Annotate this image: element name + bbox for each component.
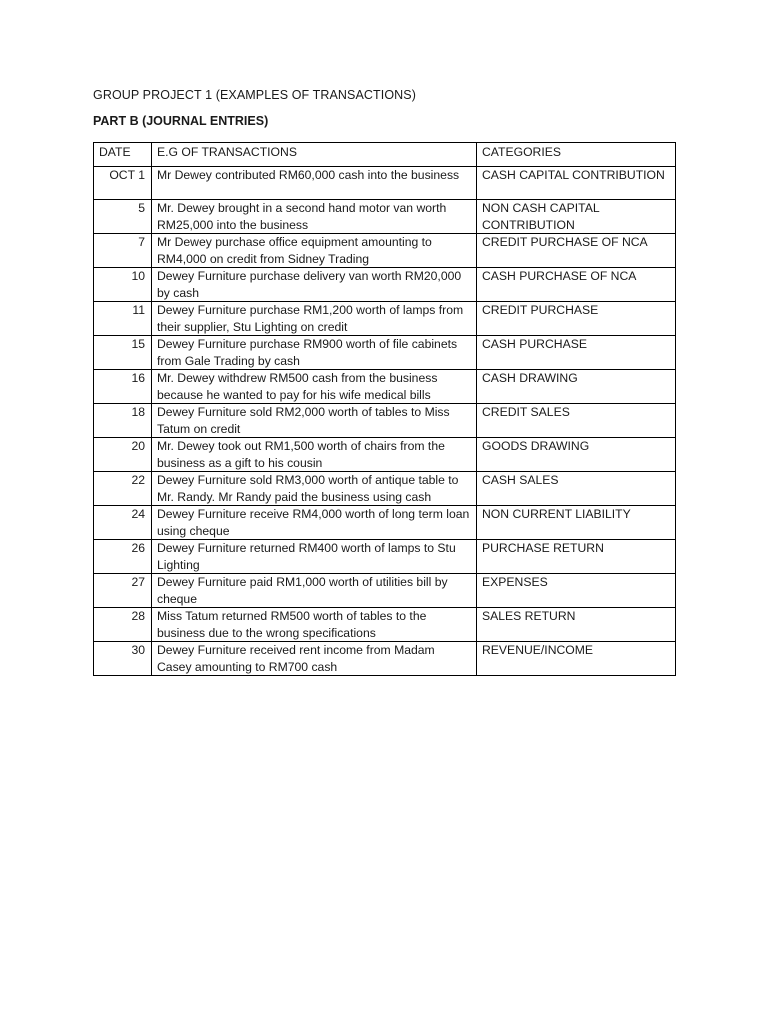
category-cell: GOODS DRAWING bbox=[477, 438, 676, 472]
transaction-cell: Mr. Dewey withdrew RM500 cash from the business because he wanted to pay for his wife medical bills bbox=[152, 370, 477, 404]
category-cell: CREDIT SALES bbox=[477, 404, 676, 438]
date-cell: 10 bbox=[94, 268, 152, 302]
transaction-cell: Mr Dewey purchase office equipment amounting to RM4,000 on credit from Sidney Trading bbox=[152, 234, 477, 268]
date-cell: 28 bbox=[94, 608, 152, 642]
transaction-cell: Dewey Furniture purchase delivery van worth RM20,000 by cash bbox=[152, 268, 477, 302]
transaction-cell: Mr Dewey contributed RM60,000 cash into the business bbox=[152, 167, 477, 200]
date-cell: 7 bbox=[94, 234, 152, 268]
section-subtitle: PART B (JOURNAL ENTRIES) bbox=[93, 114, 269, 128]
table-row bbox=[94, 574, 676, 608]
table-row bbox=[94, 438, 676, 472]
date-cell: OCT 1 bbox=[94, 167, 152, 200]
table-row bbox=[94, 268, 676, 302]
transaction-cell: Dewey Furniture paid RM1,000 worth of utilities bill by cheque bbox=[152, 574, 477, 608]
date-cell: 5 bbox=[94, 200, 152, 234]
table-row bbox=[94, 200, 676, 234]
category-cell: SALES RETURN bbox=[477, 608, 676, 642]
transaction-cell: Dewey Furniture receive RM4,000 worth of long term loan using cheque bbox=[152, 506, 477, 540]
transaction-cell: Dewey Furniture sold RM2,000 worth of tables to Miss Tatum on credit bbox=[152, 404, 477, 438]
category-cell: CREDIT PURCHASE OF NCA bbox=[477, 234, 676, 268]
table-row bbox=[94, 472, 676, 506]
table-row bbox=[94, 608, 676, 642]
transaction-cell: Miss Tatum returned RM500 worth of tables to the business due to the wrong specifications bbox=[152, 608, 477, 642]
category-cell: CASH PURCHASE bbox=[477, 336, 676, 370]
table-row bbox=[94, 404, 676, 438]
table-row bbox=[94, 167, 676, 200]
category-cell: NON CURRENT LIABILITY bbox=[477, 506, 676, 540]
transaction-cell: Dewey Furniture purchase RM900 worth of file cabinets from Gale Trading by cash bbox=[152, 336, 477, 370]
transaction-cell: Dewey Furniture received rent income from Madam Casey amounting to RM700 cash bbox=[152, 642, 477, 676]
date-cell: 18 bbox=[94, 404, 152, 438]
category-cell: CASH PURCHASE OF NCA bbox=[477, 268, 676, 302]
document-title: GROUP PROJECT 1 (EXAMPLES OF TRANSACTIONS) bbox=[93, 88, 417, 102]
category-cell: NON CASH CAPITAL CONTRIBUTION bbox=[477, 200, 676, 234]
date-cell: 22 bbox=[94, 472, 152, 506]
category-cell: CASH SALES bbox=[477, 472, 676, 506]
transactions-table bbox=[93, 142, 676, 676]
date-cell: 30 bbox=[94, 642, 152, 676]
transaction-cell: Dewey Furniture purchase RM1,200 worth of lamps from their supplier, Stu Lighting on credit bbox=[152, 302, 477, 336]
date-cell: 16 bbox=[94, 370, 152, 404]
date-cell: 15 bbox=[94, 336, 152, 370]
table-row bbox=[94, 370, 676, 404]
date-cell: 11 bbox=[94, 302, 152, 336]
date-cell: 24 bbox=[94, 506, 152, 540]
category-cell: REVENUE/INCOME bbox=[477, 642, 676, 676]
transaction-cell: Dewey Furniture returned RM400 worth of lamps to Stu Lighting bbox=[152, 540, 477, 574]
category-cell: EXPENSES bbox=[477, 574, 676, 608]
transaction-cell: Dewey Furniture sold RM3,000 worth of antique table to Mr. Randy. Mr Randy paid the business using cash bbox=[152, 472, 477, 506]
table-row bbox=[94, 302, 676, 336]
category-cell: CREDIT PURCHASE bbox=[477, 302, 676, 336]
header-date: DATE bbox=[94, 143, 152, 167]
date-cell: 27 bbox=[94, 574, 152, 608]
category-cell: PURCHASE RETURN bbox=[477, 540, 676, 574]
table-row bbox=[94, 336, 676, 370]
table-body bbox=[94, 167, 676, 676]
transaction-cell: Mr. Dewey brought in a second hand motor van worth RM25,000 into the business bbox=[152, 200, 477, 234]
date-cell: 26 bbox=[94, 540, 152, 574]
header-transactions: E.G OF TRANSACTIONS bbox=[152, 143, 477, 167]
table-row bbox=[94, 540, 676, 574]
date-cell: 20 bbox=[94, 438, 152, 472]
header-categories: CATEGORIES bbox=[477, 143, 676, 167]
table-row bbox=[94, 642, 676, 676]
category-cell: CASH DRAWING bbox=[477, 370, 676, 404]
table-row bbox=[94, 234, 676, 268]
category-cell: CASH CAPITAL CONTRIBUTION bbox=[477, 167, 676, 200]
table-header-row bbox=[94, 143, 676, 167]
transaction-cell: Mr. Dewey took out RM1,500 worth of chairs from the business as a gift to his cousin bbox=[152, 438, 477, 472]
table-row bbox=[94, 506, 676, 540]
